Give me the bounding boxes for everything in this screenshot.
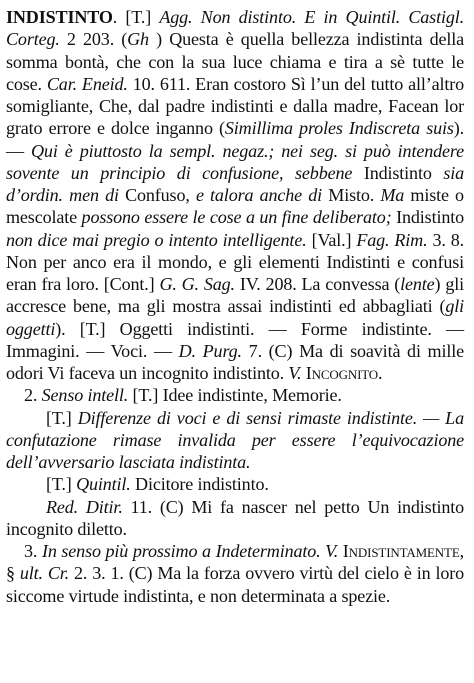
text-segment: Agg. Non distinto. E in Quintil. Castigl. Corteg. [6,7,464,50]
text-segment: Gh [127,29,149,50]
entry-paragraph-p2 [6,384,464,406]
text-segment: Red. Ditir. [46,496,123,517]
text-segment: e talora anche di [195,185,323,205]
text-segment: Simillima proles Indiscreta suis [224,118,454,139]
text-segment: ). [T.] Oggetti indistinti. — Forme indistinte. — Immagini. — Voci. — [6,318,464,361]
text-segment: 11. (C) Mi fa nascer nel petto Un indistinto incognito diletto. [6,496,465,539]
text-segment: miste o mescolate [6,185,464,228]
headword: INDISTINTO [6,7,113,27]
text-segment: 7. (C) Ma di soavità di mille odori Vi faceva un incognito indistinto. [6,340,464,383]
text-segment: ) Questa è quella bellezza indistinta della somma bontà, che con la sua luce chiama e tira a sè tutte le cose. [6,29,464,94]
text-segment: Indistinto [391,207,464,228]
text-segment: non dice mai pregio o intento intelligente. [6,229,307,250]
text-segment: , § [6,541,464,584]
entry-paragraph-p5 [6,496,464,541]
text-segment: Indistintamente [342,541,460,561]
text-segment: gli oggetti [6,296,464,339]
text-segment: Qui è piuttosto la sempl. negaz.; nei seg. si può intendere sovente un principio di confusione, sebbene [6,140,464,183]
entry-paragraph-p1 [6,6,464,384]
text-segment: ) gli accresce bene, ma gli mostra assai indistinti ed abbagliati ( [6,274,464,317]
text-segment: Ma [380,185,405,205]
text-segment: Indistinto [352,162,444,183]
text-segment: V. [288,363,302,383]
text-segment: Incognito [305,363,379,383]
dictionary-entry-indistinto [6,6,464,607]
entry-paragraph-p3 [6,407,464,474]
text-segment: In senso più prossimo a Indeterminato. V. [41,541,339,561]
text-segment: Fag. Rim. [356,229,428,250]
text-segment: Dicitore indistinto. [130,474,269,495]
text-segment: ). — [6,118,465,161]
text-segment: 3. 8. Non per anco era il mondo, e gli elementi Indistinti e confusi eran fra loro. [Cont.] [6,229,464,294]
text-segment: [T.] [46,474,77,495]
text-segment: 2. [24,385,42,406]
text-segment: [T.] [46,407,78,428]
text-segment: 2 203. ( [59,29,128,50]
text-segment: Confuso, [118,185,196,205]
text-segment: sia d’ordin. men di [6,162,465,205]
text-segment: [Val.] [306,229,357,250]
text-segment: Misto. [322,185,381,205]
text-segment: ult. Cr. [19,563,70,584]
text-segment: . [378,363,383,383]
text-segment: Senso intell. [41,385,129,406]
text-segment: Car. Eneid. [46,73,128,94]
text-segment: 3. [24,541,42,561]
text-segment: [T.] Idee indistinte, Memorie. [128,385,342,406]
text-segment: G. G. Sag. [159,274,235,294]
entry-paragraph-p6 [6,540,464,607]
text-segment: Quintil. [76,474,131,495]
text-segment: possono essere le cose a un fine deliberato; [81,207,392,228]
text-segment: D. Purg. [178,340,242,361]
text-segment: 2. 3. 1. (C) Ma la forza ovvero virtù del cielo è in loro siccome virtude indistinta, e non determinata a spezie. [6,563,464,606]
text-segment: 10. 611. Eran costoro Sì l’un del tutto all’altro somigliante, Che, dal padre indistinti e dalla madre, Facean lor grato errore e dolce inganno ( [6,73,464,139]
text-segment: . [T.] [112,7,160,27]
text-segment: Differenze di voci e di sensi rimaste indistinte. — La confutazione rimase invalida per essere l’equivocazione dell’avversario lasciata indistinta. [6,407,464,472]
text-segment: IV. 208. La convessa ( [234,274,401,294]
entry-paragraph-p4 [6,473,464,495]
text-segment: lente [400,274,435,294]
